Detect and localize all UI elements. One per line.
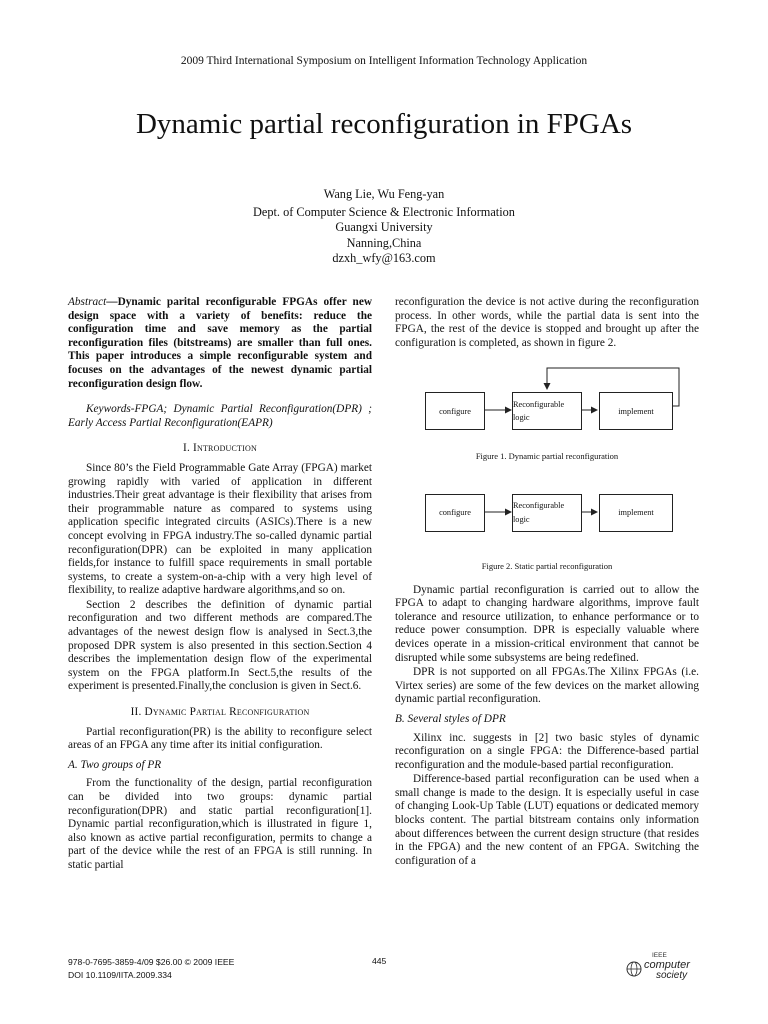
right-paragraph-1: Dynamic partial reconfiguration is carried out to allow the FPGA to adapt to changing hardware algorithms, improve fault tolerance and resource utilization, to enhance performance or to reduce power consumption. DPR is especially valuable where devices operate in a mission-critical environment that cannot be disrupted while some subsystems are being redefined.: [395, 583, 699, 664]
city: Nanning,China: [346, 235, 422, 250]
conference-header: 2009 Third International Symposium on Intelligent Information Technology Application: [180, 55, 588, 67]
department: Dept. of Computer Science & Electronic Information: [253, 205, 515, 220]
abstract-text: —Dynamic parital reconfigurable FPGAs offer new design space with a variety of benefits: reduce the configuration time and save memory as the partial reconfiguration files (bitstreams) are smaller than full ones. This paper introduces a simple reconfigurable system and focuses on the advantages of the newest dynamic partial reconfiguration design flow.: [68, 296, 372, 390]
figure-2: [395, 488, 699, 560]
globe-icon: [626, 961, 642, 977]
figure-1: [395, 358, 699, 448]
fig2-configure-box: configure: [425, 494, 485, 532]
figure-1-caption: Figure 1. Dynamic partial reconfiguration: [475, 451, 619, 462]
fig1-reconfigurable-logic-box: Reconfigurable logic: [512, 392, 582, 430]
intro-paragraph-1: Since 80’s the Field Programmable Gate Array (FPGA) market growing rapidly with varied of application in different industries.Their great advantage is their flexibility that arises from their programmable nature as compared to systems using application specific integrated circuits (ASICs).There is a new concept evolving in FPGA industry.The so-called dynamic partial reconfiguration(DPR) can be exploited in many application fields,for instance to fulfill space requirements in small portable systems, to create a system-on-a-chip with a very high level of flexibility, to realize adaptive hardware algorithms,and so on.: [68, 461, 372, 597]
university: Guangxi University: [335, 220, 433, 235]
footer-left: [68, 956, 234, 982]
right-paragraph-3: Xilinx inc. suggests in [2] two basic styles of dynamic reconfiguration on a single FPGA: the Difference-based partial reconfiguration and the module-based partial reconfiguration.: [395, 731, 699, 771]
subsection-a-paragraph: From the functionality of the design, partial reconfiguration can be divided into two groups: dynamic partial reconfiguration(DPR) and static partial reconfiguration[1]. Dynamic partial reconfiguration,which is illustrated in figure 1, also known as active partial reconfiguration, permits to change a part of the device while the rest of an FPGA is still running. In static partial: [68, 777, 372, 871]
email[interactable]: dzxh_wfy@163.com: [332, 250, 436, 265]
fig2-implement-box: implement: [599, 494, 673, 532]
paper-title: Dynamic partial reconfiguration in FPGAs: [135, 108, 633, 140]
figure-2-caption: Figure 2. Static partial reconfiguration: [481, 560, 613, 571]
logo-computer-text: computer: [644, 959, 690, 971]
section-heading-dpr: II. Dynamic Partial Reconfiguration: [130, 706, 310, 719]
right-paragraph-2: DPR is not supported on all FPGAs.The Xilinx FPGAs (i.e. Virtex series) are some of the few devices on the market allowing dynamic partial reconfiguration.: [395, 666, 699, 706]
keywords: Keywords-FPGA; Dynamic Partial Reconfiguration(DPR) ; Early Access Partial Reconfiguration(EAPR): [68, 403, 372, 429]
author-block: [0, 187, 768, 266]
page-number: 445: [372, 956, 387, 966]
footer-doi: DOI 10.1109/IITA.2009.334: [68, 970, 172, 980]
subsection-heading-b: B. Several styles of DPR: [395, 712, 506, 725]
subsection-heading-a: A. Two groups of PR: [68, 758, 162, 771]
abstract: [68, 296, 372, 391]
left-column: [68, 296, 372, 874]
right-paragraph-0: reconfiguration the device is not active during the reconfiguration process. In other words, while the partial data is sent into the FPGA, the rest of the device is stopped and brought up after the configuration is completed, as shown in figure 2.: [395, 296, 699, 349]
authors: Wang Lie, Wu Feng-yan: [323, 187, 445, 201]
right-column: [395, 296, 699, 869]
ieee-computer-society-logo: [626, 952, 698, 986]
abstract-label: Abstract: [68, 296, 107, 308]
section-heading-introduction: I. Introduction: [183, 442, 257, 455]
logo-society-text: society: [656, 970, 688, 981]
logo-ieee-text: IEEE: [652, 952, 667, 959]
footer-isbn: 978-0-7695-3859-4/09 $26.00 © 2009 IEEE: [68, 957, 235, 967]
intro-paragraph-2: Section 2 describes the definition of dynamic partial reconfiguration and two different methods are compared.The advantages of the newest design flow is analysed in Sect.3,the proposed DPR system is also presented in this section.Section 4 describes the implementation design flow of the experimental system on the FPGA platform.In Sect.5,the results of the experiment is presented.Finally,the conclusion is given in Sect.6.: [68, 598, 372, 693]
fig2-reconfigurable-logic-box: Reconfigurable logic: [512, 494, 582, 532]
fig1-implement-box: implement: [599, 392, 673, 430]
right-paragraph-4: Difference-based partial reconfiguration can be used when a small change is made to the design. It is especially useful in case of changing Look-Up Table (LUT) equations or dedicated memory blocks content. The partial bitstream contains only information about differences between the current design structure (that resides in the FPGA) and the new content of an FPGA. Switching the configuration of a: [395, 773, 699, 867]
fig1-configure-box: configure: [425, 392, 485, 430]
dpr-paragraph-1: Partial reconfiguration(PR) is the ability to reconfigure select areas of an FPGA any time after its initial configuration.: [68, 725, 372, 752]
